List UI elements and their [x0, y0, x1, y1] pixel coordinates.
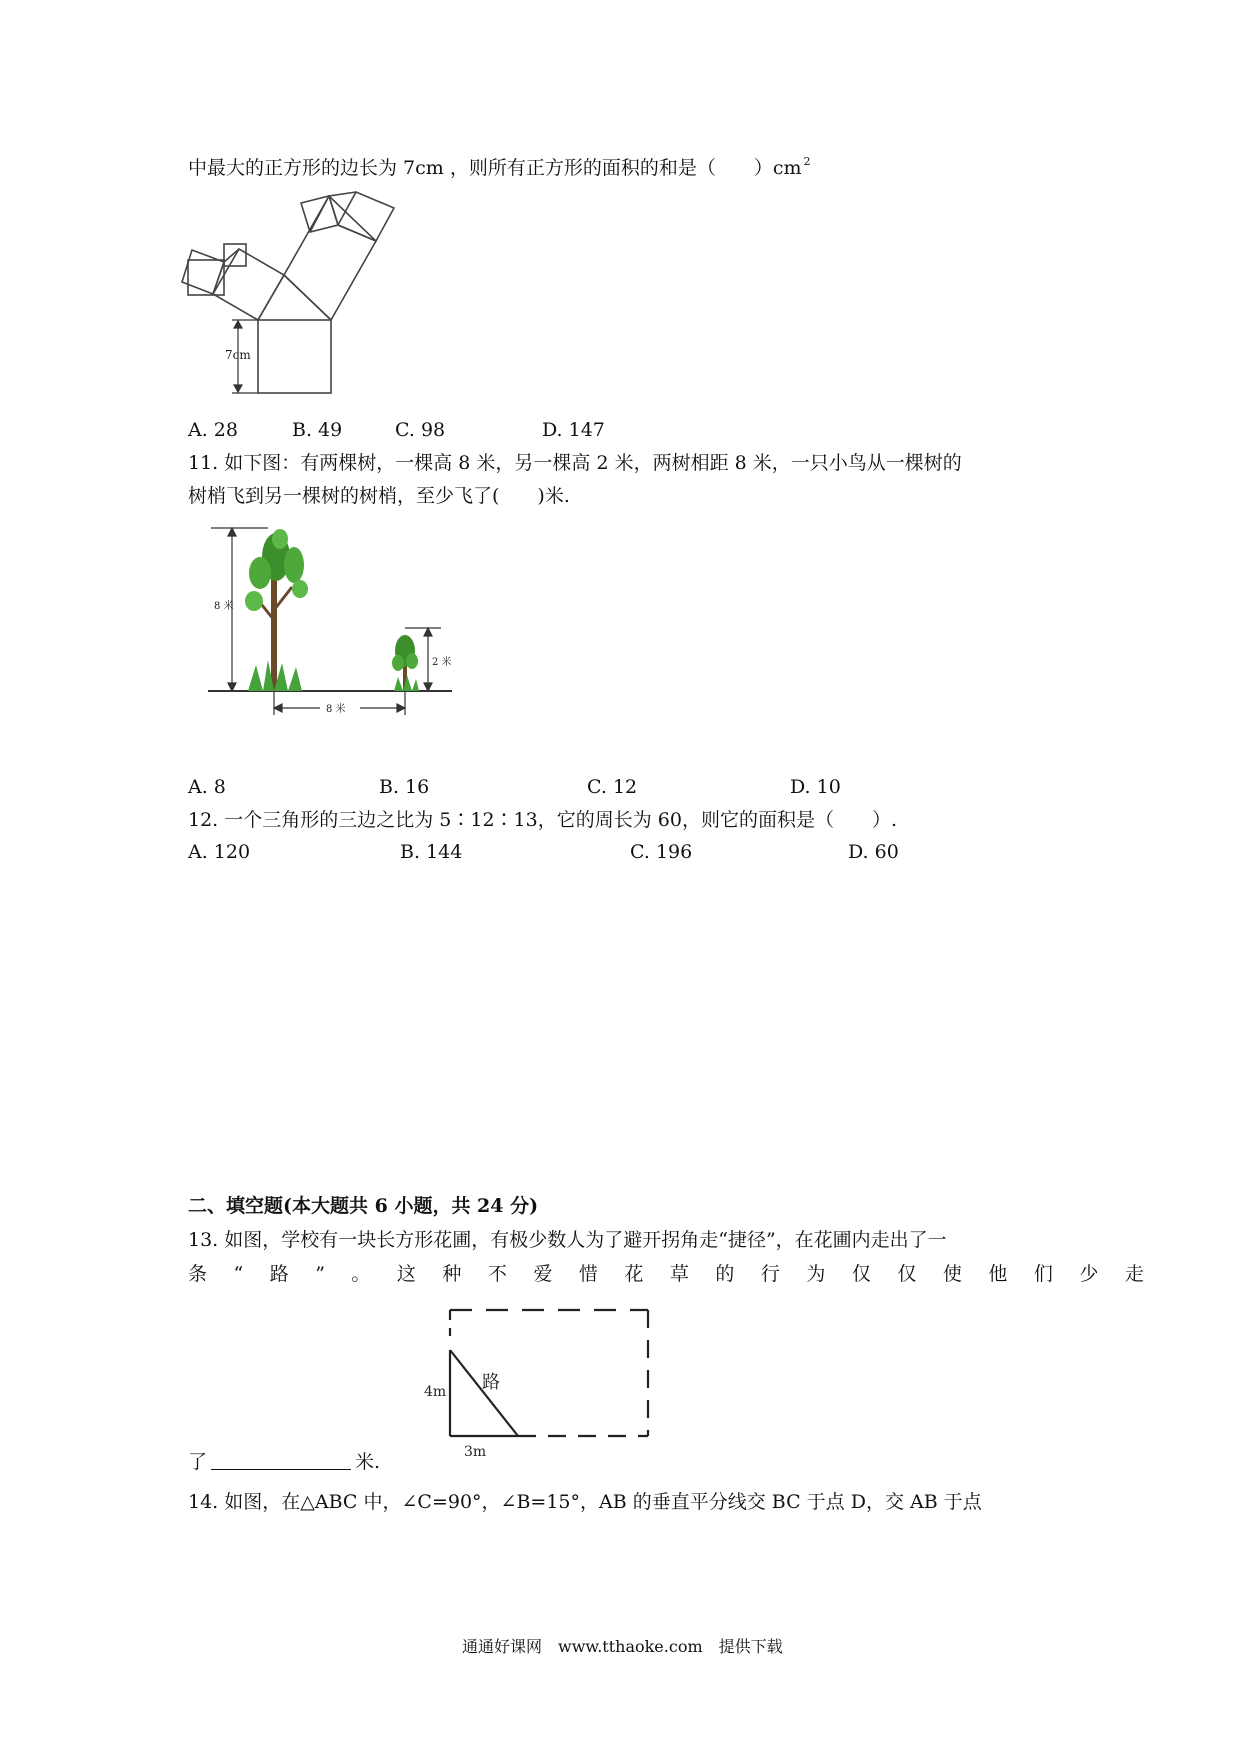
q12-stem: 12. 一个三角形的三边之比为 5∶12∶13，它的周长为 60，则它的面积是（ ）.: [188, 809, 897, 831]
q11-option-d: D. 10: [790, 776, 841, 798]
q13-stem-line2: 条“路”。这种不爱惜花草的行为仅仅使他们少走: [188, 1263, 1171, 1285]
q11-tall-label: 8 米: [214, 601, 234, 612]
q10-stem: [188, 156, 811, 183]
q10-option-a: A. 28: [188, 419, 238, 441]
q12-option-a: A. 120: [188, 841, 251, 863]
q12-option-d: D. 60: [848, 841, 899, 863]
q12-option-c: C. 196: [630, 841, 693, 863]
tall-tree: [245, 529, 308, 691]
q10-option-d: D. 147: [542, 419, 605, 441]
q14-stem: 14. 如图，在△ABC 中，∠C=90°，∠B=15°，AB 的垂直平分线交 BC 于点 D，交 AB 于点: [188, 1491, 982, 1513]
q13-side-label: 4m: [424, 1384, 447, 1400]
q13-path-label: 路: [482, 1372, 500, 1393]
right-square: [284, 196, 376, 320]
q13-line3-suffix: 米.: [355, 1451, 381, 1473]
q10-stem-superscript: 2: [803, 155, 811, 168]
main-triangle: [258, 275, 331, 320]
q10-pythagoras-figure: [180, 185, 480, 405]
q10-stem-text: 中最大的正方形的边长为 7cm ，则所有正方形的面积的和是（ ）cm: [188, 157, 802, 179]
q11-trees-figure: [208, 525, 458, 725]
q13-answer-blank[interactable]: [211, 1451, 351, 1470]
q13-line3-prefix: 了: [188, 1451, 208, 1473]
q11-option-c: C. 12: [587, 776, 638, 798]
q10-side-label: 7cm: [225, 348, 251, 362]
q13-flowerbed-figure: [420, 1300, 660, 1470]
q11-option-b: B. 16: [379, 776, 430, 798]
q13-stem-line1: 13. 如图，学校有一块长方形花圃，有极少数人为了避开拐角走“捷径”，在花圃内走出了一: [188, 1229, 947, 1251]
q13-bottom-label: 3m: [464, 1444, 487, 1460]
q11-option-a: A. 8: [188, 776, 226, 798]
q11-short-label: 2 米: [432, 657, 452, 668]
q10-option-b: B. 49: [292, 419, 343, 441]
page-footer: 通通好课网 www.tthaoke.com 提供下载: [462, 1637, 783, 1656]
q13-stem-line3: [188, 1450, 380, 1474]
big-square: [258, 320, 331, 393]
q11-stem-line1: 11. 如下图：有两棵树，一棵高 8 米，另一棵高 2 米，两树相距 8 米，一只小鸟从一棵树的: [188, 452, 962, 474]
path-line: [450, 1350, 518, 1436]
right-upper-square-b: [338, 192, 394, 241]
section2-title: 二、填空题(本大题共 6 小题，共 24 分): [188, 1195, 539, 1217]
q12-option-b: B. 144: [400, 841, 463, 863]
q10-option-c: C. 98: [395, 419, 446, 441]
q11-distance-label: 8 米: [326, 704, 346, 715]
short-tree: [392, 635, 419, 691]
q11-stem-line2: 树梢飞到另一棵树的树梢，至少飞了( )米.: [188, 485, 570, 507]
